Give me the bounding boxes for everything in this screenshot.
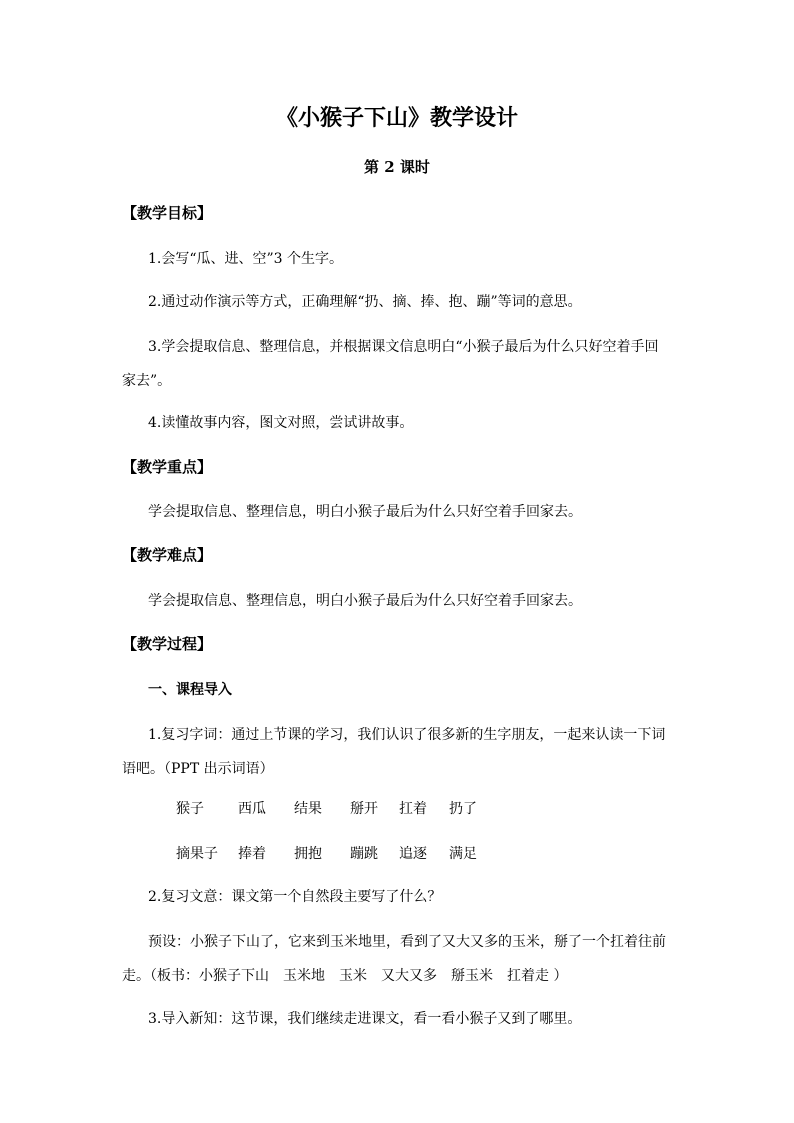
difficulty-heading: 【教学难点】 (122, 546, 213, 564)
step2-review-meaning: 2.复习文意：课文第一个自然段主要写了什么？ (148, 889, 442, 905)
word-item: 猴子 (176, 801, 204, 817)
step3-new-lesson: 3.导入新知：这节课，我们继续走进课文，看一看小猴子又到了哪里。 (148, 1011, 582, 1027)
word-item: 西瓜 (238, 801, 266, 817)
goals-heading: 【教学目标】 (122, 204, 213, 222)
word-item: 扛着 (399, 801, 427, 817)
word-item: 满足 (449, 846, 477, 862)
word-item: 捧着 (238, 846, 266, 862)
goal-item-1: 1.会写“瓜、进、空”3 个生字。 (148, 251, 344, 267)
word-item: 结果 (294, 801, 322, 817)
word-item: 蹦跳 (350, 846, 378, 862)
key-points-text: 学会提取信息、整理信息，明白小猴子最后为什么只好空着手回家去。 (148, 504, 582, 520)
goal-item-3: 3.学会提取信息、整理信息，并根据课文信息明白“小猴子最后为什么只好空着手回家去”。 (122, 339, 659, 389)
difficulty-text: 学会提取信息、整理信息，明白小猴子最后为什么只好空着手回家去。 (148, 593, 582, 609)
word-item: 追逐 (399, 846, 427, 862)
lesson-subtitle: 第 2 课时 (364, 158, 430, 176)
part1-heading: 一、课程导入 (148, 682, 232, 698)
key-points-heading: 【教学重点】 (122, 458, 213, 476)
word-item: 扔了 (449, 801, 477, 817)
step1-review-words: 1.复习字词：通过上节课的学习，我们认识了很多新的生字朋友，一起来认读一下词语吧。（PPT 出示词语） (122, 727, 666, 777)
goal-item-4: 4.读懂故事内容，图文对照，尝试讲故事。 (148, 415, 414, 431)
goal-item-2: 2.通过动作演示等方式，正确理解“扔、摘、捧、抱、蹦”等词的意思。 (148, 294, 582, 310)
page-title: 《小猴子下山》教学设计 (275, 105, 518, 131)
process-heading: 【教学过程】 (122, 635, 213, 653)
word-item: 拥抱 (294, 846, 322, 862)
preset-answer: 预设：小猴子下山了，它来到玉米地里，看到了又大又多的玉米，掰了一个扛着往前走。（板书：小猴子下山 玉米地 玉米 又大又多 掰玉米 扛着走 ） (122, 934, 666, 984)
word-item: 掰开 (350, 801, 378, 817)
word-item: 摘果子 (176, 846, 218, 862)
